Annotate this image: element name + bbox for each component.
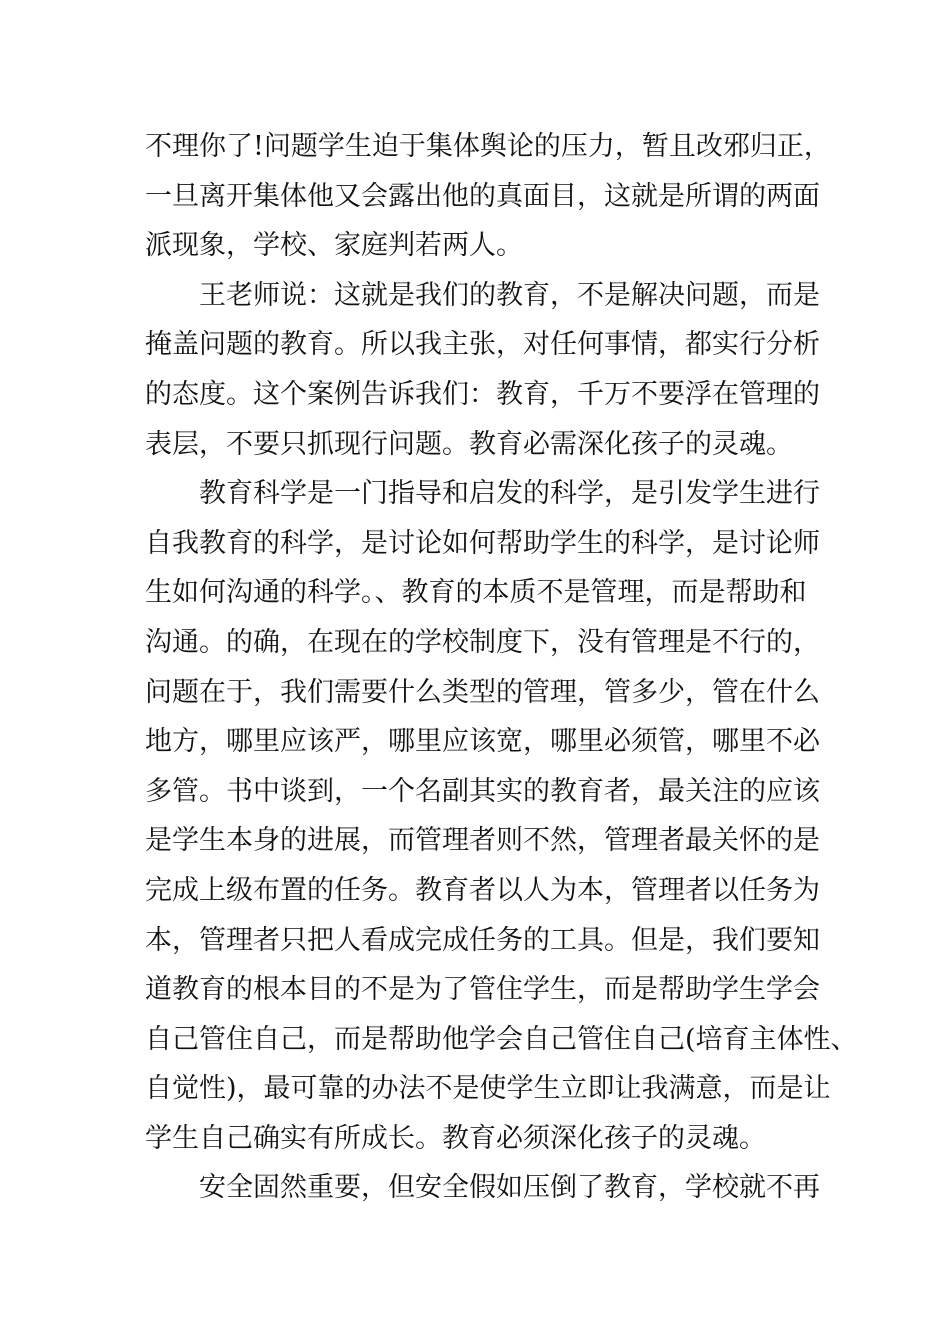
text-line: 自觉性)，最可靠的办法不是使学生立即让我满意，而是让 xyxy=(145,1073,831,1105)
text-line: 派现象，学校、家庭判若两人。 xyxy=(145,230,523,262)
text-line: 教育科学是一门指导和启发的科学，是引发学生进行 xyxy=(145,478,820,510)
text-line: 地方，哪里应该严，哪里应该宽，哪里必须管，哪里不必 xyxy=(145,726,820,758)
text-line: 王老师说：这就是我们的教育，不是解决问题，而是 xyxy=(145,279,820,311)
text-line: 问题在于，我们需要什么类型的管理，管多少，管在什么 xyxy=(145,676,820,708)
text-line: 自己管住自己，而是帮助他学会自己管住自己(培育主体性、 xyxy=(145,1023,858,1055)
text-line: 一旦离开集体他又会露出他的真面目，这就是所谓的两面 xyxy=(145,180,820,212)
text-line: 道教育的根本目的不是为了管住学生，而是帮助学生学会 xyxy=(145,974,820,1006)
text-line: 沟通。的确，在现在的学校制度下，没有管理是不行的， xyxy=(145,626,820,658)
text-line: 表层，不要只抓现行问题。教育必需深化孩子的灵魂。 xyxy=(145,428,793,460)
text-line: 不理你了!问题学生迫于集体舆论的压力，暂且改邪归正， xyxy=(145,131,831,162)
text-line: 自我教育的科学，是讨论如何帮助学生的科学，是讨论师 xyxy=(145,527,820,559)
body-text xyxy=(145,122,858,1213)
text-line: 本，管理者只把人看成完成任务的工具。但是，我们要知 xyxy=(145,924,820,956)
text-line: 多管。书中谈到，一个名副其实的教育者，最关注的应该 xyxy=(145,775,820,807)
text-line: 生如何沟通的科学。、教育的本质不是管理，而是帮助和 xyxy=(145,577,807,609)
text-line: 掩盖问题的教育。所以我主张，对任何事情，都实行分析 xyxy=(145,329,820,361)
text-line: 的态度。这个案例告诉我们：教育，千万不要浮在管理的 xyxy=(145,378,820,410)
text-line: 完成上级布置的任务。教育者以人为本，管理者以任务为 xyxy=(145,874,820,906)
text-line: 安全固然重要，但安全假如压倒了教育，学校就不再 xyxy=(145,1172,820,1204)
text-line: 是学生本身的进展，而管理者则不然，管理者最关怀的是 xyxy=(145,825,820,857)
text-line: 学生自己确实有所成长。教育必须深化孩子的灵魂。 xyxy=(145,1122,766,1154)
